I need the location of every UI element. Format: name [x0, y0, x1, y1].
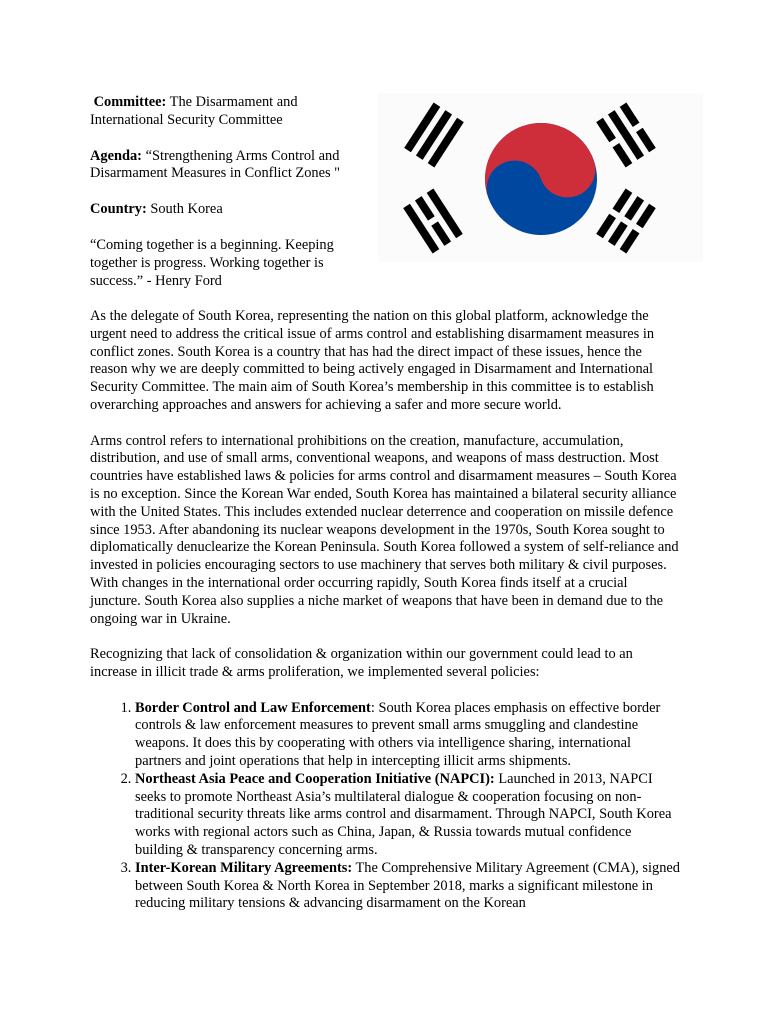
- committee-value: The Disarmament and International Security Committee: [90, 94, 298, 128]
- position-paper-body: [90, 308, 680, 913]
- policy-text: : South Korea places emphasis on effective border controls & law enforcement measures to prevent small arms smuggling and clandestine weapons. It does this by cooperating with others via intelligence sharing, international partners and joint operations that help in intercepting illicit arms shipments.: [135, 699, 661, 769]
- agenda-line: [90, 148, 370, 184]
- policy-item: [135, 860, 680, 913]
- south-korea-flag-image: [378, 93, 703, 262]
- policy-text: The Comprehensive Military Agreement (CMA), signed between South Korea & North Korea in September 2018, marks a significant milestone in reducing military tensions & advancing disarmament on the Korean: [135, 859, 680, 912]
- policy-item: [135, 771, 680, 860]
- country-line: [90, 201, 370, 219]
- taegukgi-flag: [378, 93, 703, 262]
- policy-text: Launched in 2013, NAPCI seeks to promote Northeast Asia’s multilateral dialogue & cooperation focusing on non-traditional security threats like arms control and disarmament. Through NAPCI, South Korea works with regional actors such as China, Japan, & Russia towards mutual confidence building & transparency concerning arms.: [135, 770, 672, 858]
- henry-ford-quote: “Coming together is a beginning. Keeping together is progress. Working together is success.” - Henry Ford: [90, 236, 334, 289]
- policy-title: Border Control and Law Enforcement: [135, 699, 371, 716]
- agenda-value: “Strengthening Arms Control and Disarmament Measures in Conflict Zones ": [90, 147, 341, 182]
- committee-line: [90, 94, 370, 130]
- paragraph-arms-control: Arms control refers to international prohibitions on the creation, manufacture, accumulation, distribution, and use of small arms, conventional weapons, and weapons of mass destruction. Most countries have established laws & policies for arms control and disarmament measures – South Korea is no exception. Since the Korean War ended, South Korea has maintained a bilateral security alliance with the United States. This includes extended nuclear deterrence and cooperation on missile defence since 1953. After abandoning its nuclear weapons development in the 1970s, South Korea sought to diplomatically denuclearize the Korean Peninsula. South Korea followed a system of self-reliance and invested in policies encouraging sectors to use machinery that serves both military & civil purposes. With changes in the international order occurring rapidly, South Korea finds itself at a crucial juncture. South Korea also supplies a niche market of weapons that have been in demand due to the ongoing war in Ukraine.: [90, 432, 679, 627]
- header-block: [90, 94, 370, 290]
- committee-label: Committee:: [93, 94, 167, 110]
- country-label: Country:: [90, 201, 147, 218]
- policy-list: [90, 700, 680, 914]
- policy-title: Northeast Asia Peace and Cooperation Initiative (NAPCI):: [135, 770, 495, 787]
- country-value: South Korea: [146, 201, 223, 218]
- paragraph-policies-intro: Recognizing that lack of consolidation & organization within our government could lead to an increase in illicit trade & arms proliferation, we implemented several policies:: [90, 646, 633, 680]
- policy-title: Inter-Korean Military Agreements:: [135, 859, 353, 876]
- agenda-label: Agenda:: [90, 147, 142, 164]
- paragraph-intro: As the delegate of South Korea, representing the nation on this global platform, acknowledge the urgent need to address the critical issue of arms control and establishing disarmament measures in conflict zones. South Korea is a country that has had the direct impact of these issues, hence the reason why we are deeply committed to being actively engaged in Disarmament and International Security Committee. The main aim of South Korea’s membership in this committee is to establish overarching approaches and answers for achieving a safer and more secure world.: [90, 308, 655, 413]
- policy-item: [135, 700, 680, 771]
